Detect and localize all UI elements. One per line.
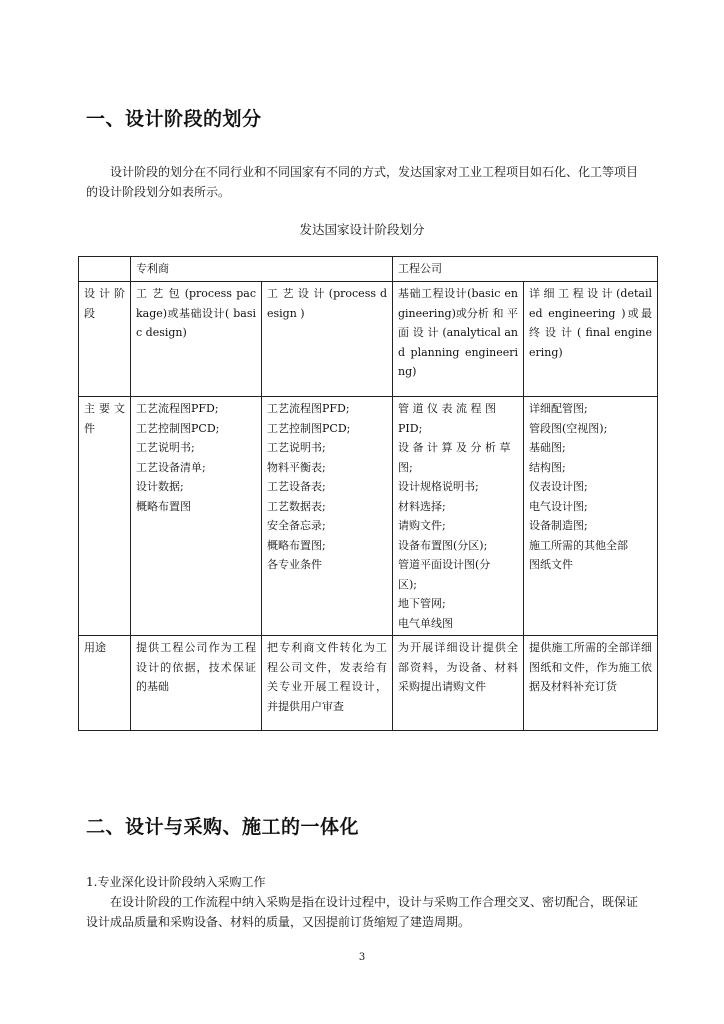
doc-item: 图;: [398, 460, 413, 474]
table-corner-cell: [79, 257, 131, 282]
doc-item: 工艺控制图PCD;: [136, 421, 220, 435]
doc-item: 工艺流程图PFD;: [136, 402, 219, 415]
cell-stage-patentee-2: 工 艺 设 计 (process design ): [262, 282, 393, 397]
doc-item: 请购文件;: [398, 519, 446, 532]
section-1-heading: 一、设计阶段的划分: [86, 108, 262, 130]
doc-item: 工艺设备清单;: [136, 460, 206, 474]
cell-purpose-company-2: 提供施工所需的全部详细图纸和文件，作为施工依据及材料补充订货: [524, 636, 658, 731]
doc-item: 管段图(空视图);: [529, 421, 608, 435]
table-row-purpose: [79, 636, 658, 731]
design-stage-table: [78, 256, 658, 731]
section-1-intro: 设计阶段的划分在不同行业和不同国家有不同的方式，发达国家对工业工程项目如石化、化工等项目的设计阶段划分如表所示。: [86, 165, 639, 199]
cell-purpose-patentee-2: 把专利商文件转化为工程公司文件，发表给有关专业开展工程设计，并提供用户审查: [262, 636, 393, 731]
cell-docs-company-2: [524, 397, 658, 636]
row-label-purpose: 用途: [79, 636, 131, 731]
cell-docs-patentee-2: [262, 397, 393, 636]
doc-item: 工艺流程图PFD;: [267, 402, 350, 415]
doc-item: 设备制造图;: [529, 519, 588, 532]
doc-item: 概略布置图: [136, 499, 191, 513]
section-2-subheading: 1.专业深化设计阶段纳入采购工作: [86, 875, 266, 889]
table-caption: 发达国家设计阶段划分: [299, 222, 425, 237]
cell-purpose-company-1: 为开展详细设计提供全部资料，为设备、材料采购提出请购文件: [393, 636, 524, 731]
doc-item: 设备布置图(分区);: [398, 538, 488, 552]
doc-item: 图纸文件: [529, 558, 573, 571]
doc-item: 各专业条件: [267, 558, 322, 571]
doc-item: 设 备 计 算 及 分 析 草: [398, 441, 511, 454]
cell-stage-company-2: 详 细 工 程 设 计 (detailed engineering )或最 终 设 计 ( final engineering): [524, 282, 658, 397]
doc-item: 概略布置图;: [267, 538, 326, 552]
section-2-body: 在设计阶段的工作流程中纳入采购是指在设计过程中，设计与采购工作合理交叉、密切配合，既保证设计成品质量和采购设备、材料的质量，又因提前订货缩短了建造周期。: [86, 895, 639, 929]
doc-item: 结构图;: [529, 460, 566, 474]
doc-item: 管道平面设计图(分: [398, 558, 491, 571]
doc-item: 工艺控制图PCD;: [267, 421, 351, 435]
doc-item: 物料平衡表;: [267, 460, 326, 474]
cell-stage-company-1: 基础工程设计(basic engineering)或分析 和 平 面 设 计 (analytical and planning engineering): [393, 282, 524, 397]
doc-item: 材料选择;: [398, 499, 446, 513]
doc-item: 详细配管图;: [529, 402, 588, 415]
doc-item: 管 道 仪 表 流 程 图: [398, 402, 496, 415]
table-row-main-documents: [79, 397, 658, 636]
doc-item: 工艺数据表;: [267, 499, 326, 513]
doc-item: 工艺设备表;: [267, 480, 326, 493]
doc-item: 设计数据;: [136, 480, 184, 493]
doc-item: 工艺说明书;: [267, 441, 326, 454]
doc-item: 设计规格说明书;: [398, 480, 479, 493]
cell-docs-company-1: [393, 397, 524, 636]
cell-purpose-patentee-1: 提供工程公司作为工程设计的依据，技术保证的基础: [131, 636, 262, 731]
header-patentee: 专利商: [131, 257, 393, 282]
doc-item: 安全备忘录;: [267, 519, 326, 532]
table-row-design-stage: [79, 282, 658, 397]
page-number: 3: [358, 952, 366, 963]
header-engineering-company: 工程公司: [393, 257, 658, 282]
cell-docs-patentee-1: [131, 397, 262, 636]
doc-item: 地下管网;: [398, 597, 446, 610]
doc-item: 施工所需的其他全部: [529, 538, 628, 552]
doc-item: 电气单线图: [398, 616, 453, 630]
doc-item: PID;: [398, 421, 423, 435]
table-header-row: [79, 257, 658, 282]
doc-item: 基础图;: [529, 441, 566, 454]
row-label-design-stage: 设 计 阶段: [79, 282, 131, 397]
row-label-main-documents: 主 要 文件: [79, 397, 131, 636]
cell-stage-patentee-1: 工 艺 包 (process package)或基础设计( basic design): [131, 282, 262, 397]
doc-item: 区);: [398, 577, 417, 591]
doc-item: 电气设计图;: [529, 499, 588, 513]
doc-item: 工艺说明书;: [136, 441, 195, 454]
section-2-heading: 二、设计与采购、施工的一体化: [86, 816, 360, 838]
doc-item: 仪表设计图;: [529, 480, 588, 493]
